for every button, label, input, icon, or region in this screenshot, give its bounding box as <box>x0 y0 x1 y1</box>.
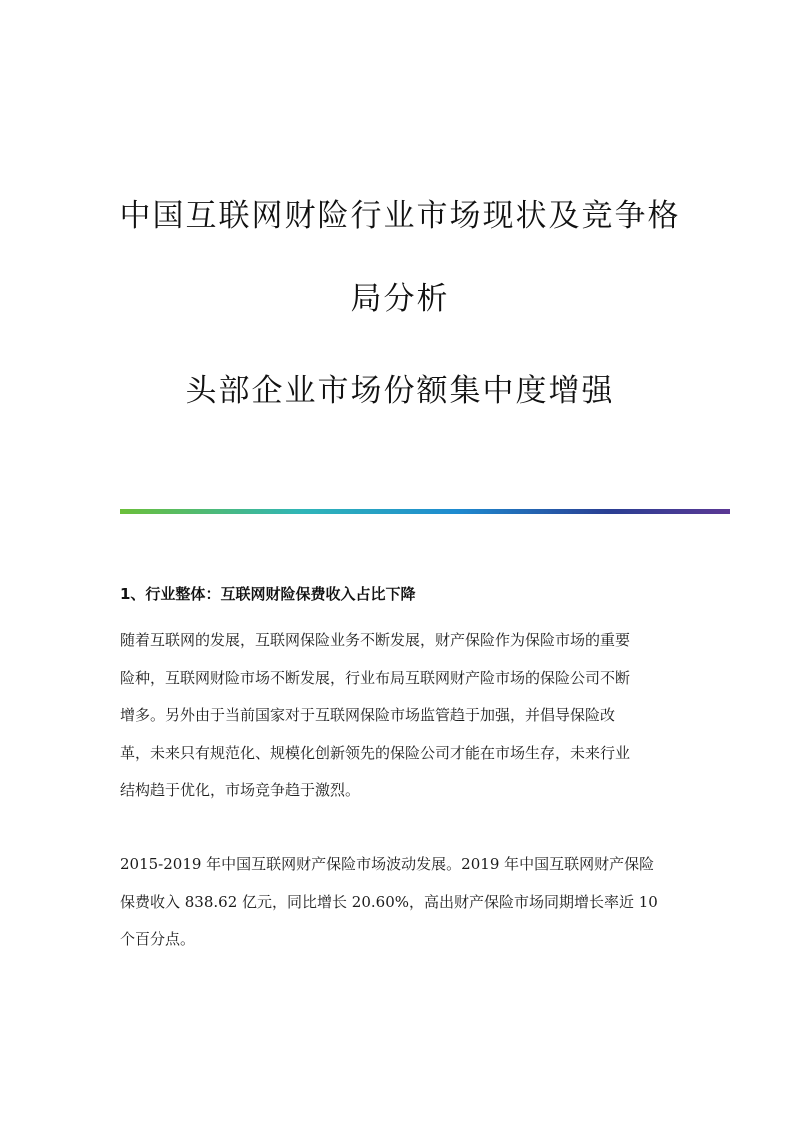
paragraph-line: 2015-2019 年中国互联网财产保险市场波动发展。2019 年中国互联网财产保险 <box>120 855 655 873</box>
subtitle: 头部企业市场份额集中度增强 <box>185 373 615 409</box>
paragraph-line: 险种，互联网财险市场不断发展，行业布局互联网财产险市场的保险公司不断 <box>120 668 631 687</box>
gradient-divider <box>120 509 730 514</box>
paragraph-line: 随着互联网的发展，互联网保险业务不断发展，财产保险作为保险市场的重要 <box>120 631 631 649</box>
title-line-1: 中国互联网财险行业市场现状及竞争格 <box>119 198 681 234</box>
paragraph-line: 增多。另外由于当前国家对于互联网保险市场监管趋于加强，并倡导保险改 <box>120 706 616 724</box>
paragraph-line: 保费收入 838.62 亿元，同比增长 20.60%，高出财产保险市场同期增长率近 10 <box>120 892 658 911</box>
paragraph-1 <box>120 622 680 810</box>
paragraph-line: 革，未来只有规范化、规模化创新领先的保险公司才能在市场生存，未来行业 <box>120 743 631 762</box>
paragraph-line: 个百分点。 <box>120 930 196 948</box>
title-line-2: 局分析 <box>350 281 450 317</box>
paragraph-line: 结构趋于优化，市场竞争趋于激烈。 <box>120 781 361 799</box>
paragraph-2 <box>120 846 680 959</box>
section-heading: 1、行业整体：互联网财险保费收入占比下降 <box>120 585 416 603</box>
